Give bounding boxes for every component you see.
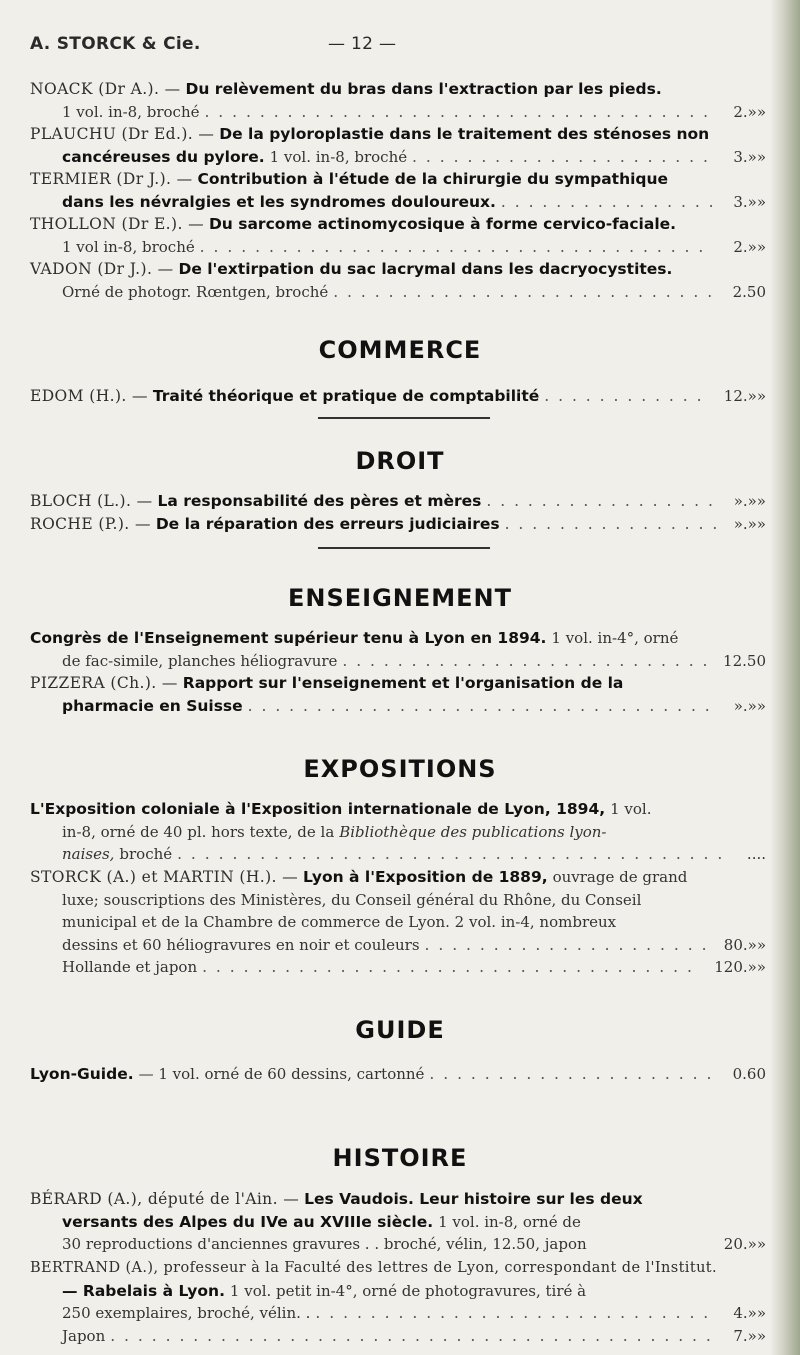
- section-heading-guide: GUIDE: [355, 1016, 445, 1044]
- entry-author: BÉRARD (A.), député de l'Ain. —: [30, 1190, 300, 1208]
- entry-author: STORCK (A.) et MARTIN (H.). —: [30, 868, 299, 886]
- entry-description: 1 vol.: [610, 800, 652, 818]
- dot-leader: . . . . . . . . . . . . . . . . . . . . . . . . . . . . . . . . . . . . . . . .: [177, 845, 725, 863]
- entry-price: 2.»»: [733, 237, 766, 256]
- entry-title: L'Exposition coloniale à l'Exposition internationale de Lyon, 1894,: [30, 800, 606, 818]
- catalog-entry-roche: [30, 513, 766, 536]
- entry-title-cont: dans les névralgies et les syndromes douloureux.: [62, 192, 496, 211]
- entry-description-cont: dessins et 60 héliogravures en noir et couleurs: [62, 935, 420, 954]
- entry-price: 0.60: [732, 1065, 766, 1083]
- entry-author: BLOCH (L.). —: [30, 492, 153, 510]
- entry-price: ».»»: [733, 696, 766, 715]
- catalog-entry-edom: [30, 385, 766, 408]
- entry-title: Traité théorique et pratique de comptabilité: [152, 387, 540, 405]
- dot-leader: . . . . . . . . . . . . . . . . . . . . . . . . . . . .: [333, 282, 715, 301]
- page-edge-shadow: [770, 0, 800, 1355]
- entry-title-cont: pharmacie en Suisse: [62, 696, 243, 715]
- dot-leader: . . . . . . . . . . . . . . . . . . . . . . . . . . . . .: [315, 1304, 711, 1322]
- catalog-entry-exposition-coloniale: [30, 798, 766, 866]
- catalog-entry-berard: [30, 1188, 766, 1256]
- dot-leader: . . . . . . . . . . . . . . . . . . . . . . . . . . . . . . . . . . . . . . . . . . . .: [110, 1326, 713, 1345]
- catalog-entry-vadon: [30, 258, 766, 303]
- entry-price: 80.»»: [723, 935, 766, 954]
- section-heading-enseignement: ENSEIGNEMENT: [287, 584, 512, 612]
- entry-price: 7.»»: [733, 1326, 766, 1345]
- entry-author: THOLLON (Dr E.). —: [30, 215, 204, 233]
- catalog-entry-thollon: [30, 213, 766, 258]
- series-name-cont: naises,: [62, 845, 115, 863]
- section-heading-droit: DROIT: [355, 447, 445, 475]
- entry-title: Du sarcome actinomycosique à forme cervico-faciale.: [208, 215, 677, 233]
- section-heading-commerce: COMMERCE: [318, 336, 482, 364]
- publisher-name: A. STORCK & Cie.: [30, 34, 201, 54]
- entry-author: PIZZERA (Ch.). —: [30, 674, 178, 692]
- entry-title: De la réparation des erreurs judiciaires: [155, 515, 500, 533]
- entry-author: PLAUCHU (Dr Ed.). —: [30, 125, 215, 143]
- entry-description-cont: municipal et de la Chambre de commerce de Lyon. 2 vol. in-4, nombreux: [62, 913, 617, 931]
- entry-description-cont: Hollande et japon: [62, 958, 198, 976]
- catalog-entry-congres: [30, 627, 766, 672]
- dot-leader: . . . . . . . . . . . . . . . . . . . . . . . . . . . . . . . . . . . . .: [199, 237, 706, 256]
- dot-leader: . . . . . . . . . . . . . . . . . . . . . .: [412, 147, 710, 166]
- entry-price: 2.»»: [733, 102, 766, 121]
- page-number: — 12 —: [328, 34, 397, 54]
- entry-title: De l'extirpation du sac lacrymal dans les dacryocystites.: [178, 260, 673, 278]
- entry-description: 1 vol. in-8, broché: [269, 147, 408, 166]
- entry-price: 120.»»: [714, 958, 766, 976]
- entry-price: 3.»»: [733, 147, 766, 166]
- entry-author: NOACK (Dr A.). —: [30, 80, 181, 98]
- entry-title-cont: cancéreuses du pylore.: [62, 147, 265, 166]
- catalog-entry-storck: [30, 866, 766, 979]
- entry-price: ».»»: [733, 515, 766, 533]
- entry-title: Lyon à l'Exposition de 1889,: [303, 868, 548, 886]
- entry-price: 3.»»: [733, 192, 766, 211]
- entry-author: TERMIER (Dr J.). —: [30, 170, 193, 188]
- entry-title: Les Vaudois. Leur histoire sur les deux: [304, 1190, 643, 1208]
- entry-price: ....: [746, 845, 766, 863]
- dot-leader: . . . . . . . . . . . . . . . . . . . . .: [424, 935, 709, 954]
- entry-title: Contribution à l'étude de la chirurgie du sympathique: [197, 170, 669, 188]
- entry-title: Rapport sur l'enseignement et l'organisation de la: [182, 674, 624, 692]
- catalog-entry-termier: [30, 168, 766, 213]
- entry-title: Lyon-Guide.: [30, 1065, 134, 1083]
- catalog-entry-bloch: [30, 490, 766, 513]
- entry-price: 2.50: [732, 282, 766, 301]
- dot-leader: . . . . . . . . . . . . . . . .: [500, 192, 716, 211]
- entry-price: 12.»»: [723, 387, 766, 405]
- catalog-entry-lyon-guide: [30, 1063, 766, 1086]
- dot-leader: . . . . . . . . . . . .: [544, 387, 704, 405]
- catalog-page: [30, 0, 770, 1355]
- entry-price: 20.»»: [723, 1235, 766, 1253]
- entry-description-cont: luxe; souscriptions des Ministères, du Conseil général du Rhône, du Conseil: [62, 890, 642, 909]
- dot-leader: . . . . . . . . . . . . . . . . . . . . .: [429, 1065, 714, 1083]
- entry-title-cont: versants des Alpes du IVe au XVIIIe siècle.: [62, 1212, 434, 1231]
- entry-title: Congrès de l'Enseignement supérieur tenu à Lyon en 1894.: [30, 629, 547, 647]
- entry-description-cont: Japon: [62, 1326, 106, 1345]
- dot-leader: . . . . . . . . . . . . . . . . .: [486, 492, 715, 510]
- dot-leader: . . . . . . . . . . . . . . . . . . . . . . . . . . .: [342, 651, 710, 670]
- section-heading-expositions: EXPOSITIONS: [303, 755, 497, 783]
- entry-description: — 1 vol. orné de 60 dessins, cartonné: [138, 1065, 425, 1083]
- entry-author: EDOM (H.). —: [30, 387, 148, 405]
- entry-description: 1 vol. in-8, broché: [62, 102, 200, 121]
- entry-description-cont: 250 exemplaires, broché, vélin. .: [62, 1304, 311, 1322]
- entry-description-cont: broché: [119, 845, 173, 863]
- dot-leader: . . . . . . . . . . . . . . . . . . . . . . . . . . . . . . . . . . . .: [202, 958, 694, 976]
- entry-author: BERTRAND (A.), professeur à la Faculté des lettres de Lyon, correspondant de l'Institut.: [30, 1260, 718, 1276]
- entry-price: 4.»»: [733, 1304, 766, 1322]
- entry-title: De la pyloroplastie dans le traitement des sténoses non: [219, 125, 710, 143]
- entry-description: 1 vol. petit in-4°, orné de photogravures, tiré à: [229, 1281, 587, 1300]
- entry-title: — Rabelais à Lyon.: [62, 1281, 225, 1300]
- catalog-entry-noack: [30, 78, 766, 123]
- entry-description: 1 vol. in-8, orné de: [438, 1212, 581, 1231]
- entry-author: ROCHE (P.). —: [30, 515, 151, 533]
- entry-description: ouvrage de grand: [552, 868, 688, 886]
- entry-title: Du relèvement du bras dans l'extraction par les pieds.: [185, 80, 662, 98]
- dot-leader: . . . . . . . . . . . . . . . .: [504, 515, 720, 533]
- entry-title: La responsabilité des pères et mères: [157, 492, 482, 510]
- entry-description-cont: 30 reproductions d'anciennes gravures . . broché, vélin, 12.50, japon: [62, 1235, 587, 1253]
- dot-leader: . . . . . . . . . . . . . . . . . . . . . . . . . . . . . . . . . . . . .: [204, 102, 711, 121]
- entry-description: Orné de photogr. Rœntgen, broché: [62, 282, 329, 301]
- catalog-entry-bertrand: [30, 1256, 766, 1347]
- entry-description: 1 vol in-8, broché: [62, 237, 195, 256]
- entry-description: 1 vol. in-4°, orné: [551, 629, 679, 647]
- entry-description-cont: in-8, orné de 40 pl. hors texte, de la: [62, 822, 335, 841]
- series-name: Bibliothèque des publications lyon-: [339, 822, 607, 841]
- entry-description-cont: de fac-simile, planches héliogravure: [62, 651, 338, 670]
- entry-author: VADON (Dr J.). —: [30, 260, 174, 278]
- section-divider: [318, 417, 490, 419]
- dot-leader: . . . . . . . . . . . . . . . . . . . . . . . . . . . . . . . . . .: [247, 696, 712, 715]
- section-divider: [318, 547, 490, 549]
- entry-price: ».»»: [733, 492, 766, 510]
- catalog-entry-plauchu: [30, 123, 766, 168]
- catalog-entry-pizzera: [30, 672, 766, 717]
- section-heading-histoire: HISTOIRE: [332, 1144, 468, 1172]
- entry-price: 12.50: [723, 651, 766, 670]
